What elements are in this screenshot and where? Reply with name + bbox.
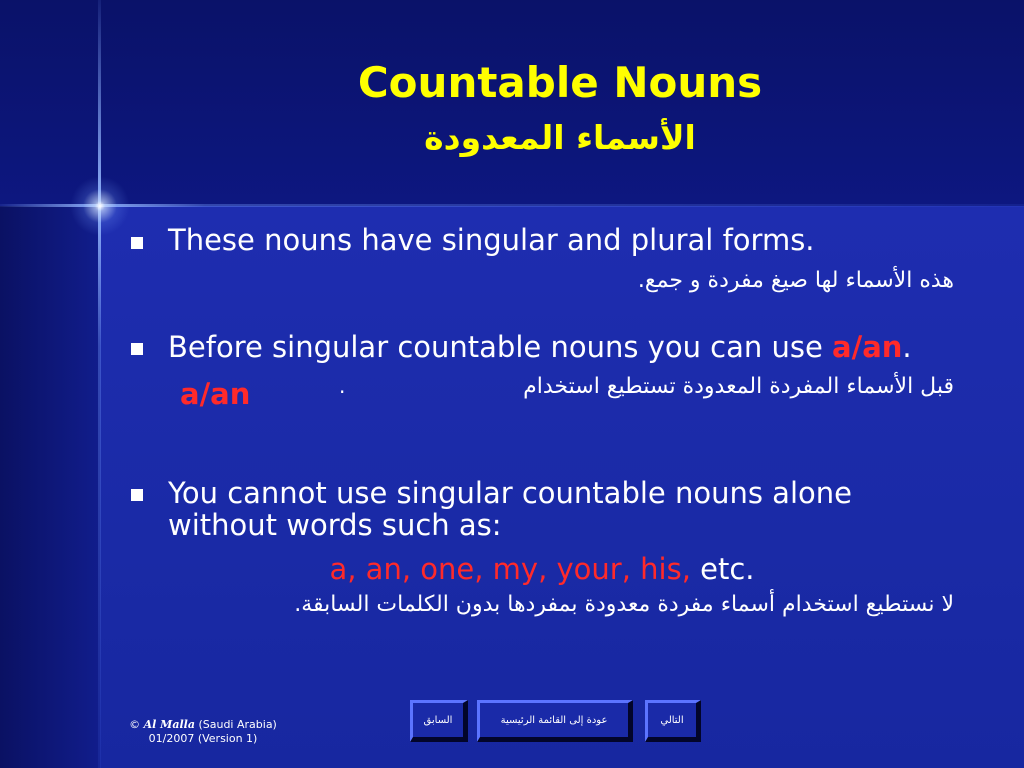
left-margin-background (0, 206, 100, 768)
copyright-line (128, 718, 278, 732)
bullet-square-icon (131, 237, 143, 249)
previous-button[interactable]: السابق (410, 700, 468, 742)
brand-name: Al Malla (143, 718, 195, 731)
bullet-2-arabic-highlight: a/an (180, 377, 251, 411)
bullet-2-arabic: قبل الأسماء المفردة المعدودة تستطيع استخدام (523, 374, 954, 399)
bullet-square-icon (131, 489, 143, 501)
bullet-3-text-line2: without words such as: (168, 508, 502, 542)
copyright-credit (128, 718, 278, 746)
slide-title-arabic: الأسماء المعدودة (424, 118, 696, 157)
bullet-3-examples-suffix: etc. (690, 552, 755, 586)
bullet-2-text (168, 330, 912, 364)
bullet-3-examples (0, 552, 1024, 586)
slide-title: Countable Nouns (357, 58, 763, 107)
bullet-2-highlight: a/an (832, 330, 903, 364)
bullet-1-text: These nouns have singular and plural forms. (168, 223, 815, 257)
bullet-2-text-suffix: . (902, 330, 912, 364)
brand-country: (Saudi Arabia) (194, 718, 277, 731)
next-button[interactable]: التالي (645, 700, 701, 742)
bullet-square-icon (131, 343, 143, 355)
sparkle-vertical-line (98, 0, 101, 768)
bullet-3-examples-highlight: a, an, one, my, your, his, (329, 552, 691, 586)
bullet-1-arabic: هذه الأسماء لها صيغ مفردة و جمع. (637, 268, 954, 293)
bullet-2-text-prefix: Before singular countable nouns you can use (168, 330, 833, 364)
bullet-3-text-line1: You cannot use singular countable nouns alone (168, 476, 852, 510)
sparkle-star-icon (70, 176, 130, 236)
version-line: 01/2007 (Version 1) (148, 732, 258, 745)
bullet-3-arabic: لا نستطيع استخدام أسماء مفردة معدودة بمفردها بدون الكلمات السابقة. (294, 592, 954, 617)
bullet-2-arabic-dot: . (339, 374, 346, 398)
home-menu-button[interactable]: عودة إلى القائمة الرئيسية (477, 700, 633, 742)
copyright-symbol: © (129, 718, 141, 731)
sparkle-horizontal-line (0, 204, 1024, 207)
